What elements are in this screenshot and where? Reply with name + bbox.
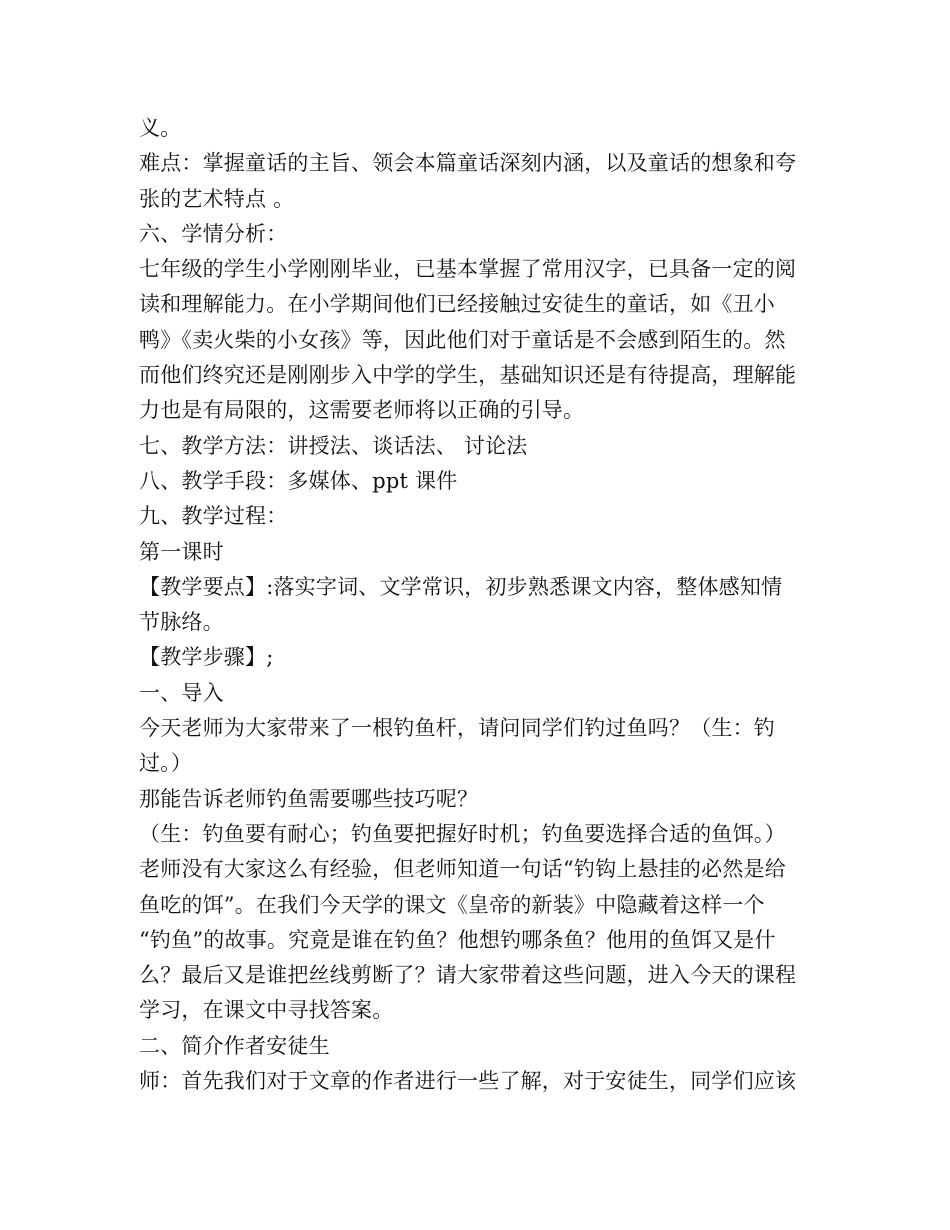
text-line: 而他们终究还是刚刚步入中学的学生，基础知识还是有待提高，理解能 (139, 363, 797, 388)
text-line: 那能告诉老师钓鱼需要哪些技巧呢？ (139, 786, 479, 811)
text-line: 今天老师为大家带来了一根钓鱼杆，请问同学们钓过鱼吗？（生：钓 (139, 716, 775, 741)
document-body (139, 111, 819, 1099)
text-line: 么？最后又是谁把丝线剪断了？请大家带着这些问题，进入今天的课程 (139, 963, 797, 988)
section-heading: 二、简介作者安徒生 (139, 1033, 330, 1058)
text-line: 义。 (139, 116, 182, 140)
text-line: 【教学要点】:落实字词、文学常识，初步熟悉课文内容，整体感知情 (139, 574, 783, 599)
text-line: “钓鱼”的故事。究竟是谁在钓鱼？他想钓哪条鱼？他用的鱼饵又是什 (139, 927, 776, 952)
lesson-title: 第一课时 (139, 539, 224, 564)
text-line: 鱼吃的饵”。在我们今天学的课文《皇帝的新装》中隐藏着这样一个 (139, 892, 765, 917)
text-line: 力也是有局限的，这需要老师将以正确的引导。 (139, 398, 585, 423)
section-heading: 一、导入 (139, 680, 224, 705)
text-line: 读和理解能力。在小学期间他们已经接触过安徒生的童话，如《丑小 (139, 292, 775, 317)
text-line: 难点：掌握童话的主旨、领会本篇童话深刻内涵，以及童话的想象和夸 (139, 151, 797, 176)
text-line: 鸭》《卖火柴的小女孩》等，因此他们对于童话是不会感到陌生的。然 (139, 327, 786, 352)
text-line: 学习，在课文中寻找答案。 (139, 998, 394, 1023)
section-heading: 七、教学方法：讲授法、谈话法、 讨论法 (139, 433, 528, 458)
section-heading: 九、教学过程： (139, 504, 288, 529)
text-line: 张的艺术特点 。 (139, 186, 295, 211)
text-line: 【教学步骤】; (139, 645, 274, 670)
text-line: 七年级的学生小学刚刚毕业，已基本掌握了常用汉字，已具备一定的阅 (139, 257, 797, 282)
section-heading: 八、教学手段：多媒体、ppt 课件 (139, 468, 458, 493)
text-line: 师：首先我们对于文章的作者进行一些了解，对于安徒生，同学们应该 (139, 1069, 797, 1094)
text-line: 过。） (139, 751, 193, 776)
text-line: 老师没有大家这么有经验，但老师知道一句话“钓钩上悬挂的必然是给 (139, 857, 786, 882)
text-line: 节脉络。 (139, 610, 224, 635)
text-line: （生：钓鱼要有耐心；钓鱼要把握好时机；钓鱼要选择合适的鱼饵。） (139, 821, 786, 846)
section-heading: 六、学情分析： (139, 221, 288, 246)
